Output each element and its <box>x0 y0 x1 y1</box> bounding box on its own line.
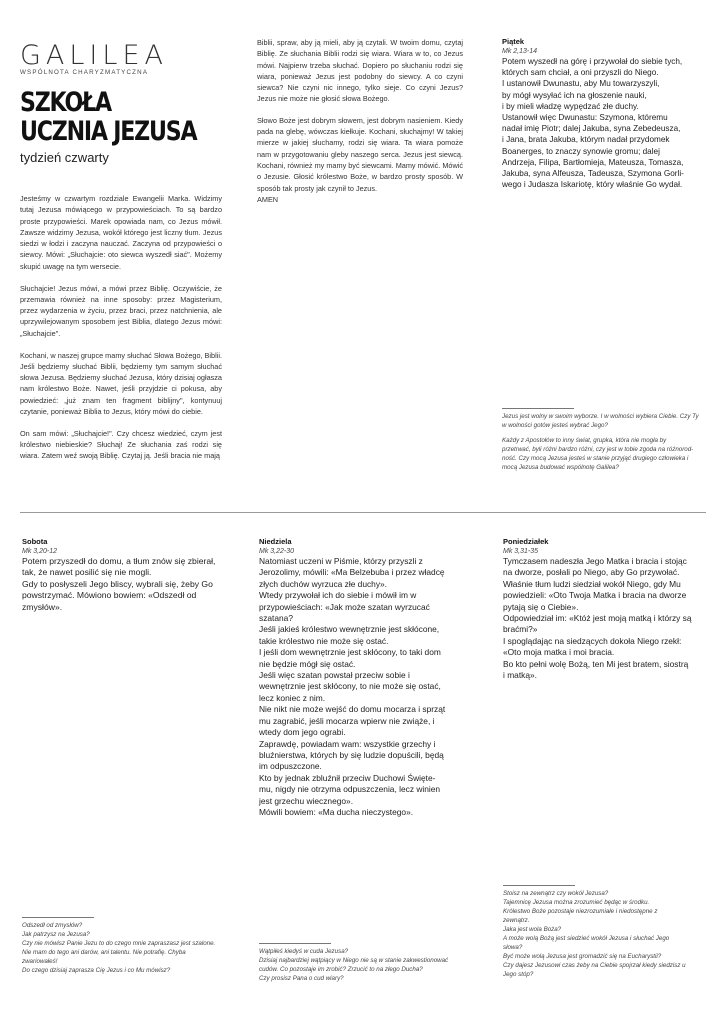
text-line: Boanerges, to znaczy synowie gromu; dalej <box>502 146 660 156</box>
note-text <box>259 947 469 983</box>
saturday-note <box>22 917 222 975</box>
text-line: i matką». <box>503 670 537 681</box>
text-line: I jeśli dom wewnętrznie jest skłócony, to taki dom <box>259 647 441 658</box>
day-title: Piątek <box>502 37 525 46</box>
text-line: mu, nigdy nie otrzyma odpuszczenia, lecz winien <box>259 784 441 795</box>
text-line: słowa? <box>503 944 523 951</box>
text-line: Jaka jest wola Boża? <box>503 926 562 933</box>
reading-text <box>22 556 222 613</box>
text-line: mu zagrabić, jeśli mocarza wpierw nie zwiąże, i <box>259 715 435 726</box>
text-line: Jakuba, syna Alfeusza, Tadeusza, Szymona Gorli- <box>502 169 684 179</box>
intro-text <box>20 193 222 472</box>
friday-note-1 <box>502 408 707 430</box>
text-line: tak, że nawet posilić się nie mogli. <box>22 567 152 578</box>
text-line: jest grzechu wiecznego». <box>259 795 354 806</box>
intro-paragraph: Jesteśmy w czwartym rozdziale Ewangelii Marka. Widzimy tutaj Jezusa mówiącego w przypowieściach. To są bardzo proste przypowieści. Marek opowiada nam, co Jezus mówił. Zawsze widzimy Jezusa, wokół którego jest liczny tłum. Jezus siedzi w łodzi i zaczyna nauczać. Zaczyna od przypowieści o siewcy. Mówi: „Słuchajcie: oto siewca wyszedł siać". Możemy skupić uwagę na tym wersecie. <box>20 194 222 271</box>
title-line-2: UCZNIA JEZUSA <box>20 116 197 147</box>
text-line: Jeśli jakieś królestwo wewnętrznie jest skłócone, <box>259 624 440 635</box>
text-line: braćmi?» <box>503 624 538 635</box>
text-line: pytają się o Ciebie». <box>503 601 579 612</box>
text-line: Potem wyszedł na górę i przywołał do siebie tych, <box>502 57 683 66</box>
text-line: takie królestwo nie może się ostać. <box>259 635 389 646</box>
day-title: Niedziela <box>259 537 292 546</box>
scripture-reference: Mk 2,13-14 <box>502 48 538 55</box>
continuation-paragraph: Biblii, spraw, aby ją mieli, aby ją czytali. W twoim domu, czytaj Biblię. Ze słuchania Biblii rodzi się wiara. Wiara w to, co Jezus mówi. Najpierw trzeba słuchać. Dopiero po słuchaniu rodzi się wiara, ponieważ Jezus jest podobny do siewcy. A co czyni siewca? Nie czyni nic innego, tylko sieje. Co czyni Jezus? Jezus nie może nie głosić słowa Bożego. <box>257 38 463 104</box>
text-line: lecz koniec z nim. <box>259 692 326 703</box>
text-line: ność. Czy mocą Jezusa jesteś w stanie przyjąć drugiego człowieka i <box>502 455 689 462</box>
intro-paragraph: On sam mówi: „Słuchajcie!". Czy chcesz wiedzieć, czym jest królestwo niebieskie? Słuchaj! Ze słuchania zaś rodzi się wiara. Zatem weź swoją Biblię. Czytaj ją. Jeśli bracia nie mają <box>20 428 222 461</box>
logo-name: GALILEA <box>20 40 168 71</box>
monday-note <box>503 885 707 979</box>
text-line: Odpowiedział im: «Któż jest moją matką i którzy są <box>503 613 692 624</box>
day-friday <box>502 37 707 190</box>
text-line: Odszedł od zmysłów? <box>22 922 83 929</box>
text-line: i Jana, brata Jakuba, którym nadał przydomek <box>502 135 670 145</box>
scripture-reference: Mk 3,31-35 <box>503 548 539 555</box>
text-line: Tymczasem nadeszła Jego Matka i bracia i stojąc <box>503 556 687 566</box>
text-line: zewnątrz. <box>503 917 530 924</box>
text-line: Nie nikt nie może wejść do domu mocarza i sprząt <box>259 704 446 715</box>
text-line: Wtedy przywołał ich do siebie i mówił im w <box>259 590 417 601</box>
text-line: Nie mam do tego ani darów, ani talentu. Nie potrafię. Chyba <box>22 949 186 956</box>
note-text <box>503 889 707 979</box>
text-line: I spoglądając na siedzących dokoła Niego rzekł: <box>503 635 682 646</box>
text-line: Tajemnicę Jezusa można zrozumieć będąc w środku. <box>503 899 650 906</box>
note-text <box>502 436 707 472</box>
text-line: Jak patrzysz na Jezusa? <box>22 931 90 938</box>
text-line: Czy dajesz Jezusowi czas żeby na Ciebie spojrzał kiedy siedzisz u <box>503 962 686 969</box>
text-line: Stoisz na zewnątrz czy wokół Jezusa? <box>503 890 609 897</box>
text-line: przypowieściach: «Jak może szatan wyrzucać <box>259 601 430 612</box>
text-line: Gdy to posłyszeli Jego bliscy, wybrali się, żeby Go <box>22 578 213 589</box>
day-sunday <box>259 537 469 818</box>
text-line: Jezus jest wolny w swoim wyborze. I w wolności wybiera Ciebie. Czy Ty <box>502 413 699 420</box>
logo <box>20 40 168 76</box>
note-divider <box>259 943 331 944</box>
text-line: wtedy dom jego ograbi. <box>259 727 346 738</box>
note-divider <box>503 885 575 886</box>
text-line: Kto by jednak zbluźnił przeciw Duchowi Święte- <box>259 772 436 783</box>
text-line: im odpuszczone. <box>259 761 322 772</box>
reading-text <box>259 556 469 818</box>
text-line: nie będzie mógł się ostać. <box>259 658 356 669</box>
text-line: Jerozolimy, mówili: «Ma Belzebuba i przez władcę <box>259 567 445 578</box>
friday-note-2 <box>502 436 707 472</box>
text-line: których sam chciał, a oni przyszli do Niego. <box>502 68 659 78</box>
text-line: Właśnie tłum ludzi siedział wokół Niego, gdy Mu <box>503 578 681 589</box>
intro-paragraph: Słuchajcie! Jezus mówi, a mówi przez Biblię. Oczywiście, że przemawia również na inne sposoby: przez Magisterium, przez wydarzenia w życiu, przez braci, przez natchnienia, ale uprzywilejowanym sposobem jest Biblia, dlatego Jezus mówi: „Słuchajcie". <box>20 283 222 338</box>
text-line: zmysłów». <box>22 601 63 612</box>
reading-text <box>502 56 707 190</box>
text-line: I ustanowił Dwunastu, aby Mu towarzyszyli, <box>502 79 660 89</box>
note-text <box>502 412 707 430</box>
text-line: A może wolą Bożą jest siedzieć wokół Jezusa i słuchać Jego <box>503 935 670 942</box>
text-line: i by mieli władzę wypędzać złe duchy. <box>502 101 639 111</box>
text-line: nadał imię Piotr; dalej Jakuba, syna Zebedeusza, <box>502 124 681 134</box>
text-line: przetrwać, byli różni bardzo różni, czy jest w tobie zgoda na różnorod- <box>502 446 694 453</box>
text-line: na dworze, posłali po Niego, aby Go przywołać. <box>503 567 680 578</box>
day-saturday <box>22 537 222 613</box>
text-line: «Oto moja matka i moi bracia. <box>503 647 615 658</box>
day-monday <box>503 537 707 681</box>
sunday-note <box>259 943 469 983</box>
text-line: zwariowałeś! <box>22 958 58 965</box>
text-line: bluźnierstwa, których by się ludzie dopuścili, będą <box>259 749 444 760</box>
text-line: Jeśli więc szatan powstał przeciw sobie i <box>259 670 410 681</box>
logo-tagline: WSPÓLNOTA CHARYZMATYCZNA <box>20 69 149 76</box>
text-line: Mówili bowiem: «Ma ducha nieczystego». <box>259 806 414 817</box>
text-line: powstrzymać. Mówiono bowiem: «Odszedł od <box>22 590 197 601</box>
intro-paragraph: Kochani, w naszej grupce mamy słuchać Słowa Bożego, Biblii. Jeśli będziemy słuchać Biblii, będziemy tym samym słuchać słowa Jezusa. Będziemy słuchać Jezusa, który dzisiaj ogłasza nam królestwo Boże. Nawet, jeśli przyjdzie ci pokusa, aby powiedzieć: „już znam ten fragment biblijny", kontynuuj czytanie, ponieważ Biblia to Jezus, który mówi do ciebie. <box>20 350 222 417</box>
text-line: szatana? <box>259 613 293 624</box>
day-title: Poniedziałek <box>503 537 549 546</box>
text-line: Czy prosisz Pana o cud wiary? <box>259 975 344 982</box>
note-divider <box>502 408 574 409</box>
day-title: Sobota <box>22 537 48 546</box>
continuation-paragraph: Słowo Boże jest dobrym słowem, jest dobrym nasieniem. Kiedy pada na glebę, wówczas kiełkuje. Kochani, słuchajmy! W takiej mierze w jakiej słuchamy, rodzi się wiara. Ta wiara pomoże nam w przygotowaniu gleby naszego serca. Jezus jest siewcą. Kochani, również my mamy być siewcami. Mamy mówić. Mówić o Jezusie. Głosić królestwo Boże, w bardzo prosty sposób. W sposób tak prosty jak czynił to Jezus. AMEN <box>257 115 463 204</box>
note-divider <box>22 917 94 918</box>
title-line-1: SZKOŁA <box>20 87 111 118</box>
text-line: Natomiast uczeni w Piśmie, którzy przyszli z <box>259 556 423 566</box>
text-line: Andrzeja, Filipa, Bartłomieja, Mateusza, Tomasza, <box>502 157 684 167</box>
text-line: powiedzieli: «Oto Twoja Matka i bracia na dworze <box>503 590 687 601</box>
text-line: w wolności gotów jesteś wybrać Jego? <box>502 422 608 429</box>
section-divider <box>20 512 706 513</box>
text-line: Każdy z Apostołów to inny świat, grupka, która nie mogła by <box>502 437 667 444</box>
text-line: Jego stóp? <box>503 971 534 978</box>
text-line: wewnętrznie jest skłócony, to nie może się ostać, <box>259 681 441 692</box>
continuation-text <box>257 37 463 215</box>
text-line: Ustanowił więc Dwunastu: Szymona, któremu <box>502 113 668 123</box>
text-line: mocą Jezusa budować wspólnotę Galilea? <box>502 464 619 471</box>
text-line: Bo kto pełni wolę Bożą, ten Mi jest bratem, siostrą <box>503 658 689 669</box>
text-line: Czy nie mówisz Panie Jezu to do czego mnie zapraszasz jest szalone. <box>22 940 216 947</box>
reading-text <box>503 556 707 681</box>
text-line: Królestwo Boże pozostaje niezrozumiałe i niedostępne z <box>503 908 658 915</box>
text-line: wego i Judasza Iskariotę, który właśnie Go wydał. <box>502 180 683 190</box>
text-line: cudów. Co pozostaje im zrobić? Zrzucić to na złego Ducha? <box>259 966 423 973</box>
scripture-reference: Mk 3,20-12 <box>22 548 58 555</box>
note-text <box>22 921 222 975</box>
text-line: Zaprawdę, powiadam wam: wszystkie grzechy i <box>259 738 436 749</box>
text-line: by mógł wysyłać ich na głoszenie nauki, <box>502 90 647 100</box>
scripture-reference: Mk 3,22-30 <box>259 548 295 555</box>
text-line: Być może wolą Jezusa jest gromadzić się na Eucharystii? <box>503 953 662 960</box>
page-title <box>20 88 196 146</box>
text-line: Do czego dzisiaj zaprasza Cię Jezus i co Mu mówisz? <box>22 967 171 974</box>
text-line: Dzisiaj najbardziej wątpiący w Niego nie są w stanie zakwestionować <box>259 957 449 964</box>
page-subtitle: tydzień czwarty <box>20 150 109 165</box>
text-line: złych duchów wyrzuca złe duchy». <box>259 578 388 589</box>
text-line: Wątpiłeś kiedyś w cuda Jezusa? <box>259 948 349 955</box>
text-line: Potem przyszedł do domu, a tłum znów się zbierał, <box>22 556 216 566</box>
